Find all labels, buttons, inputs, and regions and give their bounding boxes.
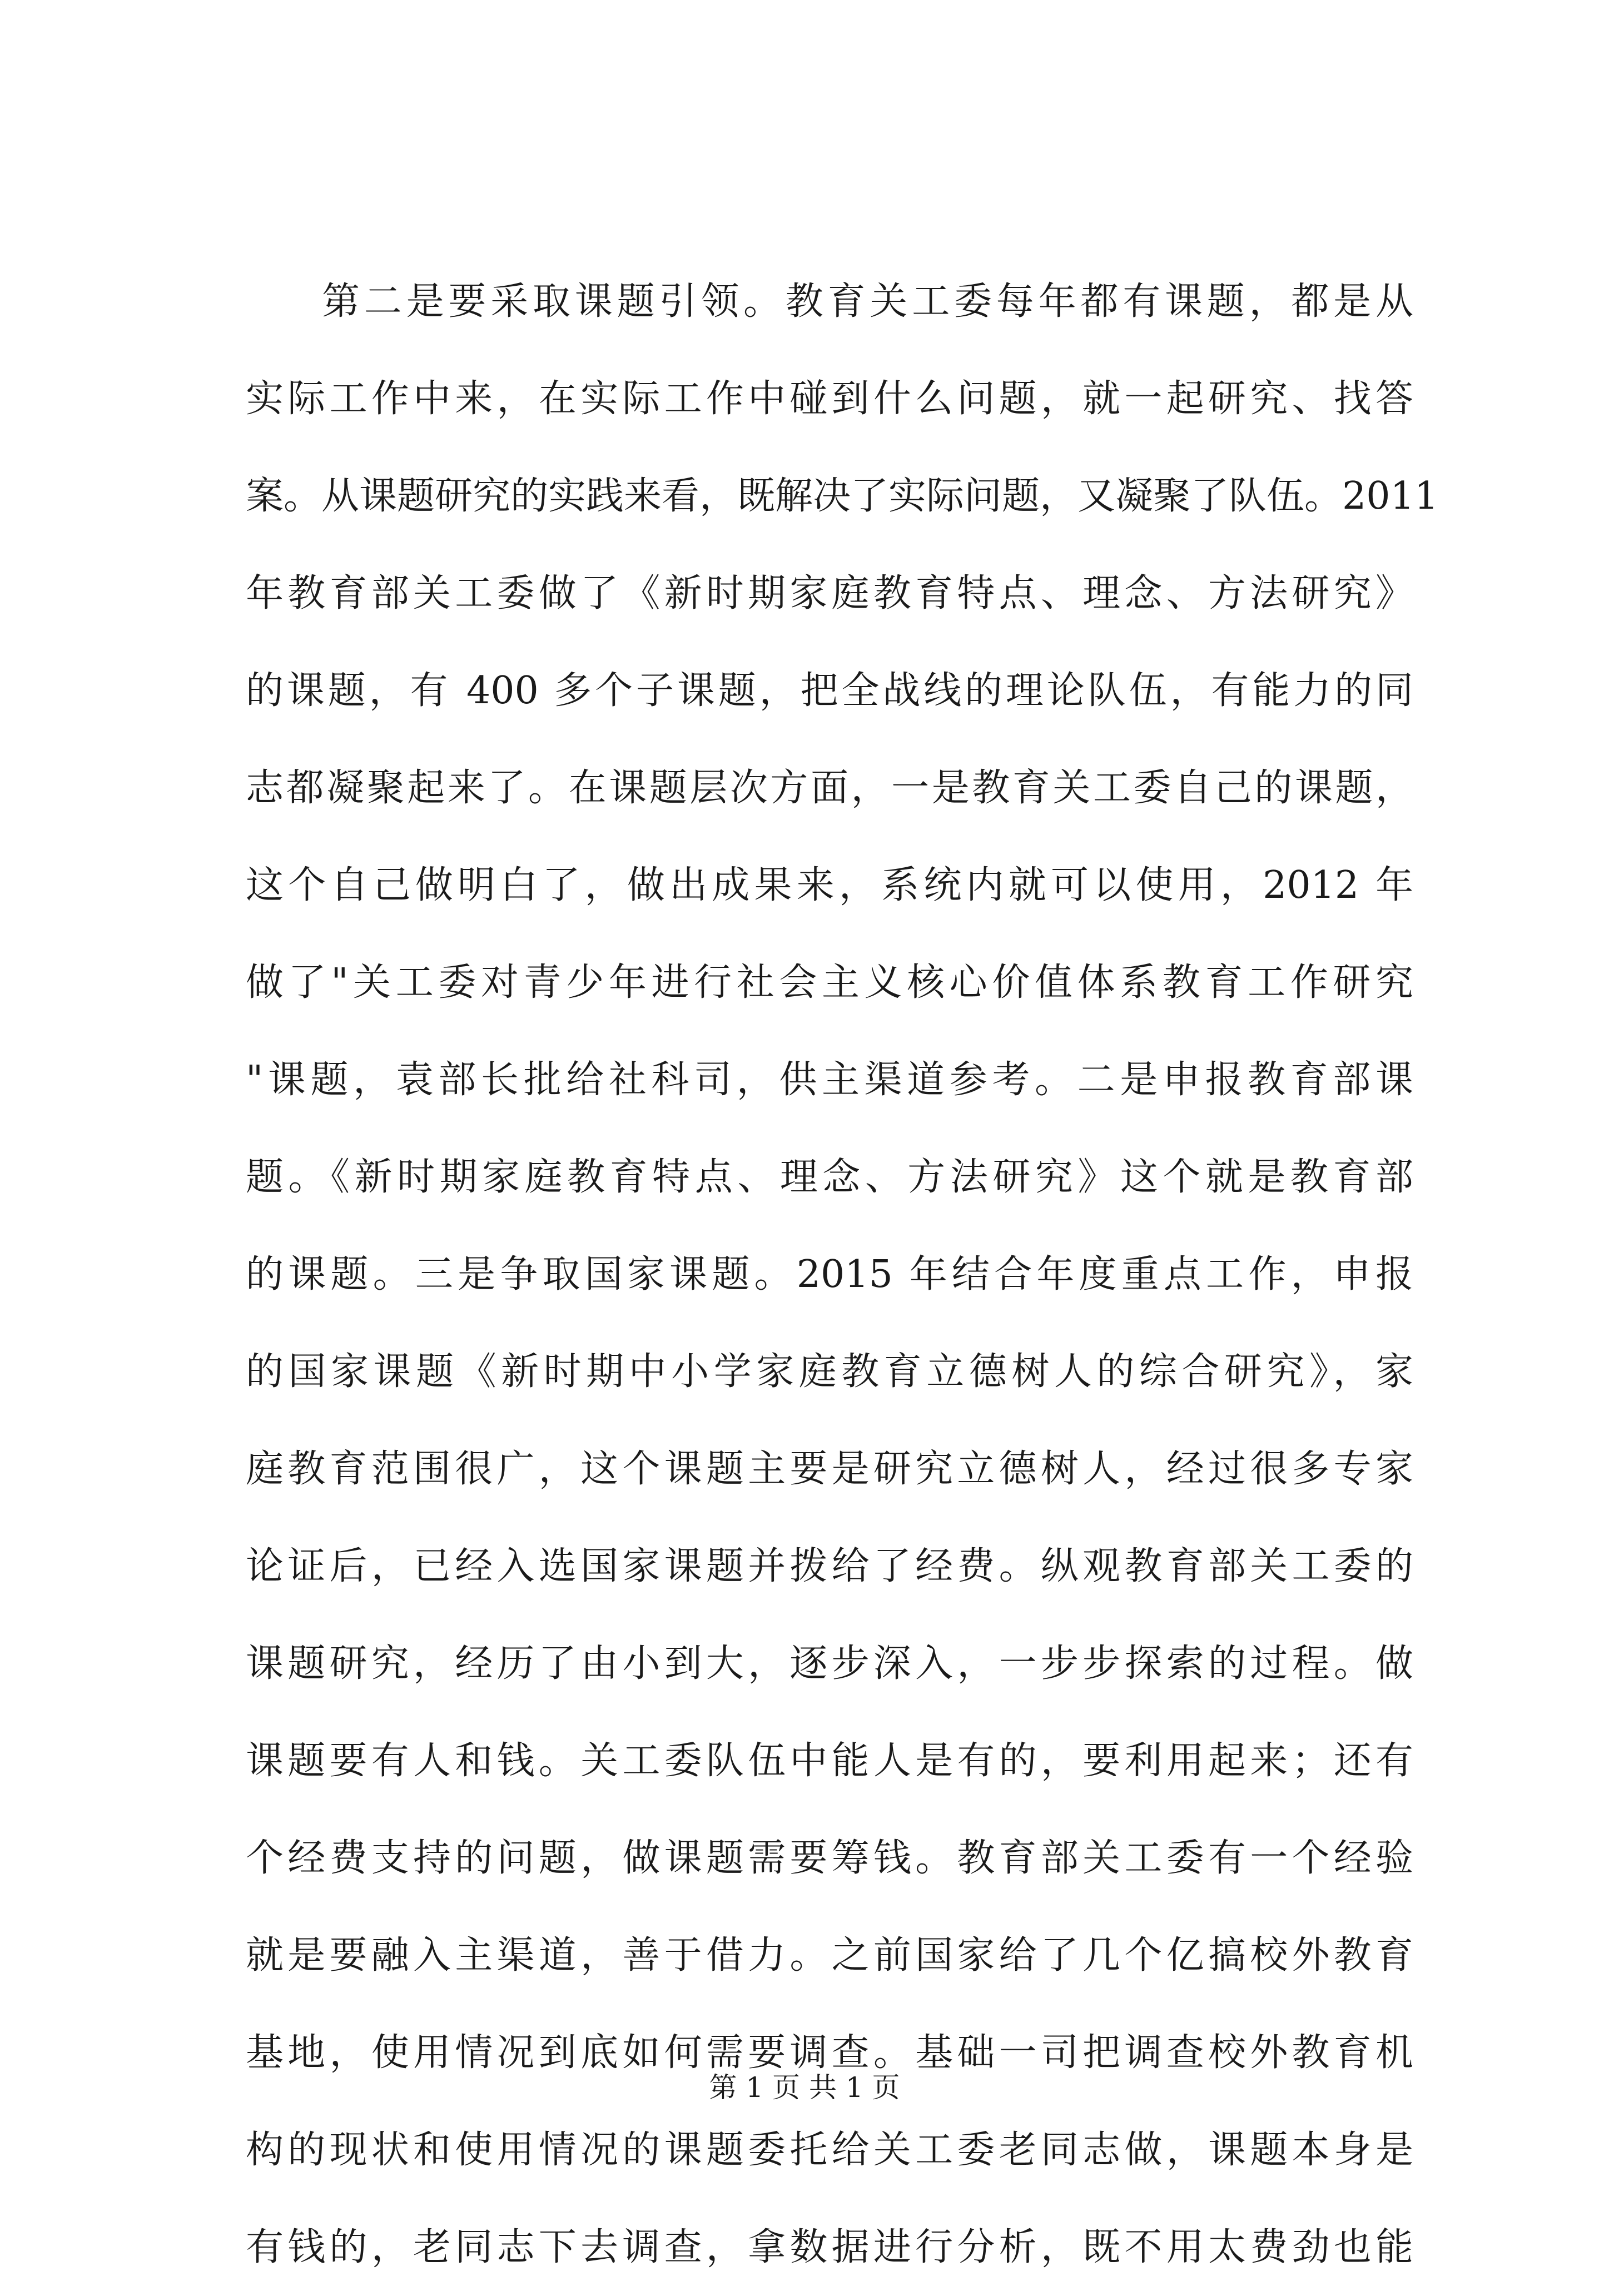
text-line: 这个自己做明白了，做出成果来，系统内就可以使用，2012 年 [246, 863, 1413, 907]
body-paragraph [246, 253, 1439, 2296]
text-line: 志都凝聚起来了。在课题层次方面，一是教育关工委自己的课题， [246, 766, 1413, 810]
text-line: 基地，使用情况到底如何需要调查。基础一司把调查校外教育机 [246, 2031, 1413, 2075]
text-line: 第二是要采取课题引领。教育关工委每年都有课题，都是从 [322, 280, 1413, 324]
text-line: 的国家课题《新时期中小学家庭教育立德树人的综合研究》，家 [246, 1350, 1413, 1394]
text-line: 有钱的，老同志下去调查，拿数据进行分析，既不用太费劲也能 [246, 2225, 1413, 2269]
text-line: 就是要融入主渠道，善于借力。之前国家给了几个亿搞校外教育 [246, 1934, 1413, 1977]
text-line: 论证后，已经入选国家课题并拨给了经费。纵观教育部关工委的 [246, 1544, 1413, 1588]
text-line: 案。从课题研究的实践来看，既解决了实际问题，又凝聚了队伍。2011 [246, 474, 1439, 518]
text-line: 课题研究，经历了由小到大，逐步深入，一步步探索的过程。做 [246, 1642, 1413, 1686]
text-line: "课题，袁部长批给社科司，供主渠道参考。二是申报教育部课 [246, 1058, 1413, 1102]
text-line: 庭教育范围很广，这个课题主要是研究立德树人，经过很多专家 [246, 1447, 1413, 1491]
text-line: 题。《新时期家庭教育特点、理念、方法研究》这个就是教育部 [246, 1155, 1413, 1199]
text-line: 的课题。三是争取国家课题。2015 年结合年度重点工作，申报 [246, 1253, 1413, 1296]
text-line: 个经费支持的问题，做课题需要筹钱。教育部关工委有一个经验 [246, 1836, 1413, 1880]
text-line: 年教育部关工委做了《新时期家庭教育特点、理念、方法研究》 [246, 571, 1413, 615]
page-footer [0, 2071, 1609, 2104]
text-line: 实际工作中来，在实际工作中碰到什么问题，就一起研究、找答 [246, 377, 1413, 421]
text-line: 做了"关工委对青少年进行社会主义核心价值体系教育工作研究 [246, 961, 1413, 1005]
text-line: 的课题，有 400 多个子课题，把全战线的理论队伍，有能力的同 [246, 669, 1413, 713]
page-number-label: 第 1 页 共 1 页 [709, 2071, 900, 2104]
text-line: 构的现状和使用情况的课题委托给关工委老同志做，课题本身是 [246, 2128, 1413, 2172]
text-line: 课题要有人和钱。关工委队伍中能人是有的，要利用起来；还有 [246, 1739, 1413, 1783]
